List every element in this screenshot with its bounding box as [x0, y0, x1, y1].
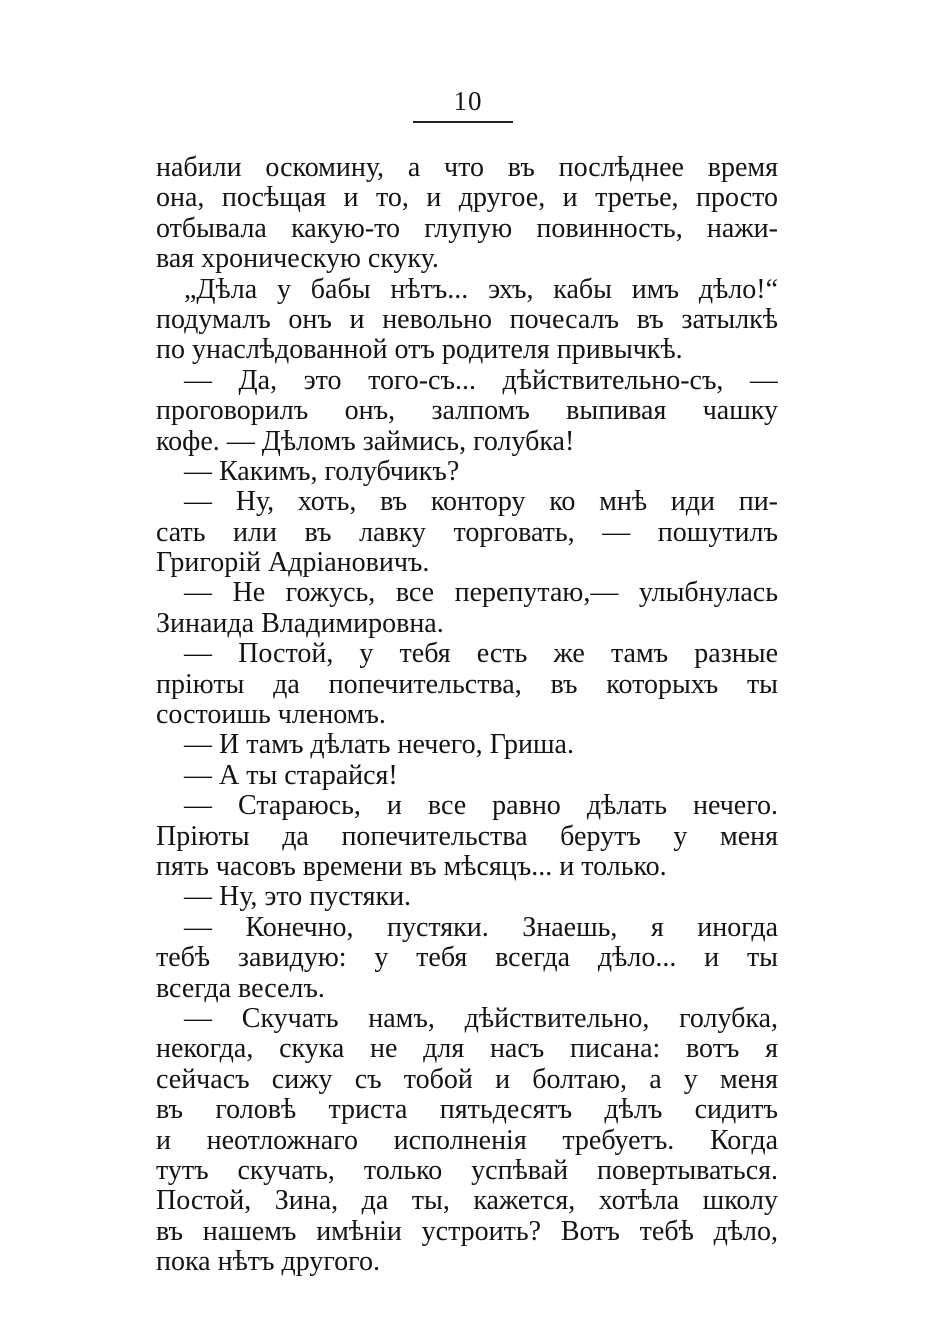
text-line: — Скучать намъ, дѣйствительно, голубка, [184, 1003, 778, 1034]
text-line: отбывала какую-то глупую повинность, нажи- [156, 213, 778, 244]
text-line: — Конечно, пустяки. Знаешь, я иногда [184, 912, 778, 943]
text-line: — И тамъ дѣлать нечего, Гриша. [184, 730, 574, 761]
text-line: въ головѣ триста пятьдесятъ дѣлъ сидитъ [156, 1095, 778, 1126]
text-line: — Какимъ, голубчикъ? [184, 456, 460, 487]
text-line: Зинаида Владимировна. [156, 608, 444, 639]
text-line: „Дѣла у бабы нѣтъ... эхъ, кабы имъ дѣло!“ [184, 274, 778, 305]
text-line: пока нѣтъ другого. [156, 1247, 380, 1278]
text-line: тебѣ завидую: у тебя всегда дѣло... и ты [156, 943, 778, 974]
text-line: вая хроническую скуку. [156, 244, 439, 275]
text-line: Григорій Адріановичъ. [156, 548, 430, 579]
body-text [156, 153, 778, 1277]
text-line: всегда веселъ. [156, 973, 325, 1004]
text-line: — Постой, у тебя есть же тамъ разные [184, 639, 778, 670]
page-number: 10 [453, 86, 483, 116]
text-line: проговорилъ онъ, залпомъ выпивая чашку [156, 396, 778, 427]
text-line: — Да, это того-съ... дѣйствительно-съ, — [184, 365, 778, 396]
text-line: состоишь членомъ. [156, 700, 386, 731]
text-line: — Стараюсь, и все равно дѣлать нечего. [184, 791, 778, 822]
text-line: по унаслѣдованной отъ родителя привычкѣ. [156, 335, 683, 366]
text-line: набили оскомину, а что въ послѣднее время [156, 153, 778, 183]
text-line: она, посѣщая и то, и другое, и третье, просто [156, 183, 778, 214]
text-line: — Не гожусь, все перепутаю,— улыбнулась [184, 578, 778, 609]
text-line: пять часовъ времени въ мѣсяцъ... и только. [156, 851, 667, 882]
text-line: въ нашемъ имѣніи устроить? Вотъ тебѣ дѣло, [156, 1216, 778, 1247]
text-line: — Ну, это пустяки. [184, 882, 412, 913]
text-line: кофе. — Дѣломъ займись, голубка! [156, 426, 575, 457]
text-line: — Ну, хоть, въ контору ко мнѣ иди пи- [184, 487, 778, 518]
text-line: тутъ скучать, только успѣвай повертываться. [156, 1155, 778, 1186]
page-number-rule [413, 121, 513, 123]
text-line: — А ты старайся! [184, 760, 398, 791]
text-line: сейчасъ сижу съ тобой и болтаю, а у меня [156, 1064, 778, 1095]
text-line: Пріюты да попечительства берутъ у меня [156, 821, 778, 852]
text-line: сать или въ лавку торговать, — пошутилъ [156, 517, 778, 548]
text-line: подумалъ онъ и невольно почесалъ въ затылкѣ [156, 304, 778, 335]
text-line: Постой, Зина, да ты, кажется, хотѣла школу [156, 1186, 778, 1217]
text-line: некогда, скука не для насъ писана: вотъ я [156, 1034, 778, 1065]
text-line: пріюты да попечительства, въ которыхъ ты [156, 669, 778, 700]
text-line: и неотложнаго исполненія требуетъ. Когда [156, 1125, 778, 1156]
